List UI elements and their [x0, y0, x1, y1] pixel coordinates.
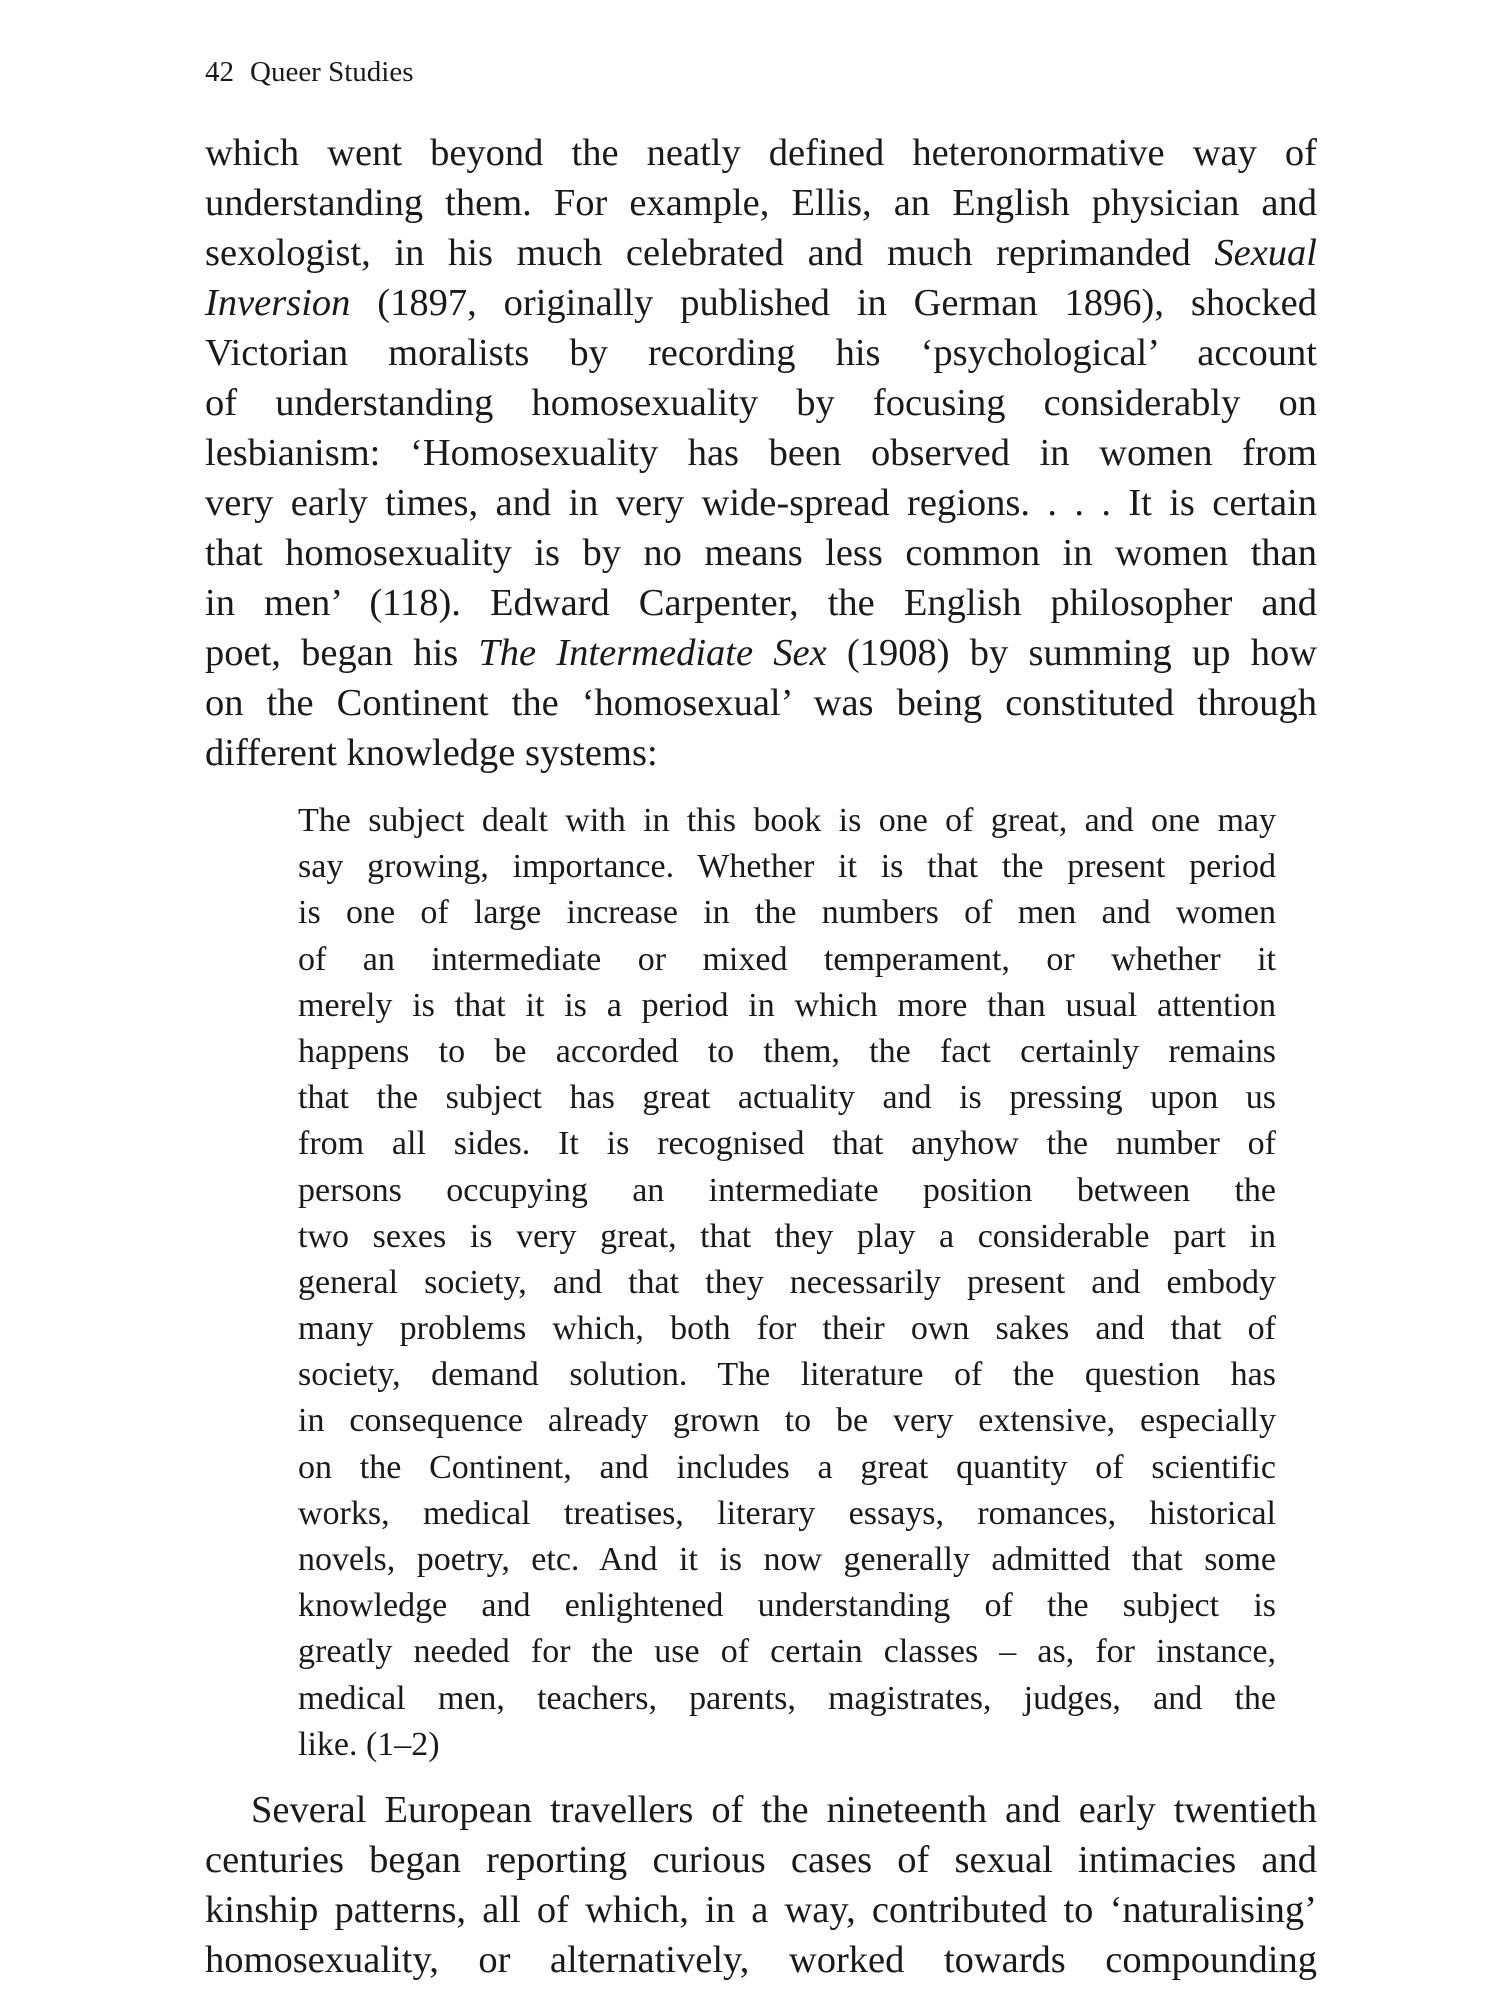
paragraph-line: which went beyond the neatly defined heteronormative way of — [205, 132, 1317, 174]
paragraph-line: Inversion (1897, originally published in German 1896), shocked — [205, 282, 1317, 324]
paragraph-line: centuries began reporting curious cases of sexual intimacies and — [205, 1839, 1317, 1881]
paragraph-line: of understanding homosexuality by focusing considerably on — [205, 382, 1317, 424]
paragraph-line: sexologist, in his much celebrated and much reprimanded Sexual — [205, 232, 1317, 274]
quote-line: from all sides. It is recognised that anyhow the number of — [298, 1125, 1276, 1163]
quote-line: that the subject has great actuality and is pressing upon us — [298, 1079, 1276, 1117]
quote-line: like. (1–2) — [298, 1725, 440, 1763]
quote-line: works, medical treatises, literary essays, romances, historical — [298, 1494, 1276, 1532]
book-title-italic: Sexual — [1214, 232, 1317, 274]
quote-line: medical men, teachers, parents, magistrates, judges, and the — [298, 1679, 1276, 1717]
quote-line: general society, and that they necessarily present and embody — [298, 1263, 1276, 1301]
paragraph-line: poet, began his The Intermediate Sex (1908) by summing up how — [205, 632, 1318, 674]
paragraph-line: in men’ (118). Edward Carpenter, the English philosopher and — [205, 582, 1317, 624]
paragraph-line: homosexuality, or alternatively, worked towards compounding — [205, 1939, 1317, 1981]
quote-line: greatly needed for the use of certain classes – as, for instance, — [298, 1633, 1276, 1671]
running-title: Queer Studies — [250, 56, 414, 88]
quote-line: two sexes is very great, that they play a considerable part in — [298, 1217, 1276, 1255]
paragraph-2 — [205, 1785, 1317, 1985]
quote-line: in consequence already grown to be very extensive, especially — [298, 1402, 1276, 1440]
quote-line: of an intermediate or mixed temperament, or whether it — [298, 940, 1276, 978]
paragraph-line: that homosexuality is by no means less common in women than — [205, 532, 1317, 574]
book-title-italic: The Intermediate Sex — [478, 632, 827, 674]
paragraph-line: Several European travellers of the nineteenth and early twentieth — [251, 1789, 1317, 1831]
quote-line: knowledge and enlightened understanding of the subject is — [298, 1587, 1276, 1625]
quote-line: on the Continent, and includes a great quantity of scientific — [298, 1448, 1276, 1486]
quote-line: say growing, importance. Whether it is that the present period — [298, 848, 1276, 886]
block-quote — [298, 798, 1276, 1768]
running-head — [205, 52, 414, 92]
quote-line: persons occupying an intermediate position between the — [298, 1171, 1276, 1209]
book-title-italic: Inversion — [205, 282, 351, 324]
quote-line: The subject dealt with in this book is one of great, and one may — [298, 802, 1276, 839]
quote-line: novels, poetry, etc. And it is now generally admitted that some — [298, 1541, 1276, 1578]
quote-line: is one of large increase in the numbers of men and women — [298, 894, 1276, 932]
paragraph-line: different knowledge systems: — [205, 732, 658, 774]
paragraph-line: very early times, and in very wide-spread regions. . . . It is certain — [205, 482, 1317, 524]
quote-line: many problems which, both for their own sakes and that of — [298, 1310, 1276, 1348]
paragraph-1 — [205, 128, 1317, 778]
paragraph-line: kinship patterns, all of which, in a way, contributed to ‘naturalising’ — [205, 1889, 1317, 1931]
quote-line: society, demand solution. The literature of the question has — [298, 1356, 1276, 1394]
quote-line: happens to be accorded to them, the fact certainly remains — [298, 1032, 1276, 1070]
page-number: 42 — [205, 56, 234, 88]
quote-line: merely is that it is a period in which more than usual attention — [298, 986, 1276, 1024]
paragraph-line: on the Continent the ‘homosexual’ was being constituted through — [205, 682, 1317, 724]
paragraph-line: lesbianism: ‘Homosexuality has been observed in women from — [205, 432, 1317, 474]
paragraph-line: understanding them. For example, Ellis, an English physician and — [205, 182, 1317, 224]
paragraph-line: Victorian moralists by recording his ‘psychological’ account — [205, 332, 1317, 374]
